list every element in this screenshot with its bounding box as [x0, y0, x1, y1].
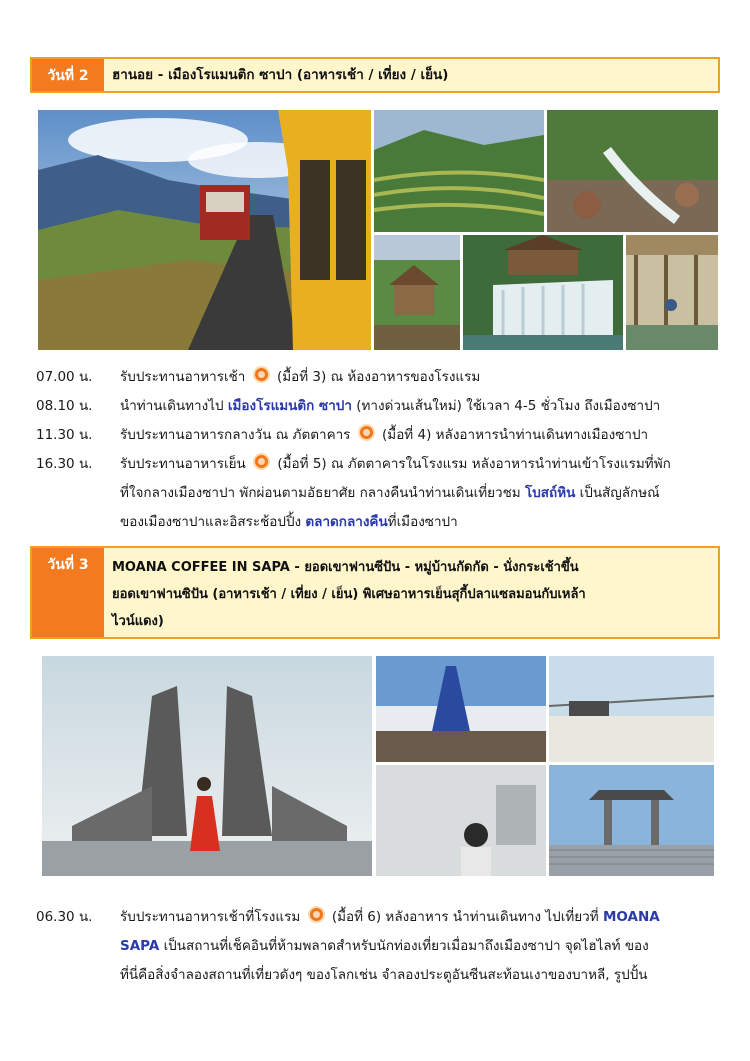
day2-title: ฮานอย - เมืองโรแมนติก ซาปา (อาหารเช้า / เที่ยง / เย็น) — [112, 67, 449, 83]
desc-text: ของเมืองซาปาและอิสระช้อปปิ้ง — [120, 514, 306, 530]
day3-schedule — [36, 903, 716, 990]
desc-text: (มื้อที่ 5) ณ ภัตตาคารในโรงแรม หลังอาหารนำท่านเข้าโรงแรมที่พัก — [277, 456, 671, 472]
day3-photo-gallery — [42, 656, 714, 876]
day3-title: MOANA COFFEE IN SAPA - ยอดเขาฟานซีปัน - หมู่บ้านกัดกัด - นั่งกระเช้าขึ้น ยอดเขาฟานซิปัน (อาหารเช้า / เที่ยง / เย็น) พิเศษอาหารเย็นสุกี้ปลาแซลมอนกับเหล้า ไวน์แดง) — [112, 560, 586, 629]
fansipan-gate-photo — [549, 765, 714, 876]
village-huts-photo — [374, 235, 460, 350]
fansipan-summit-photo — [376, 656, 546, 762]
desc-text: เป็นสัญลักษณ์ — [575, 485, 660, 501]
desc-text: เป็นสถานที่เช็คอินที่ห้ามพลาดสำหรับนักท่องเที่ยวเมื่อมาถึงเมืองซาปา จุดไฮไลท์ ของ — [159, 938, 649, 954]
bamboo-pavilion-photo — [626, 235, 718, 350]
schedule-desc — [120, 392, 716, 421]
day2-header — [30, 57, 720, 93]
highlight-place: MOANA — [602, 909, 660, 925]
highlight-place: เมืองโรแมนติก ซาปา — [227, 398, 352, 414]
desc-text: (มื้อที่ 6) หลังอาหาร นำท่านเดินทาง ไปเที่ยวที่ — [331, 909, 603, 925]
meal-plate-icon — [253, 366, 270, 383]
schedule-desc — [120, 903, 716, 990]
desc-text: รับประทานอาหารเย็น — [120, 456, 251, 472]
day2-photo-gallery — [38, 110, 718, 350]
schedule-time: 16.30 น. — [36, 456, 93, 472]
schedule-desc — [120, 450, 716, 537]
meal-plate-icon — [358, 424, 375, 441]
day3-header — [30, 546, 720, 639]
waterfall-rocks-photo — [547, 110, 718, 232]
schedule-time: 11.30 น. — [36, 427, 93, 443]
misty-temple-photo — [376, 765, 546, 876]
desc-text: (มื้อที่ 4) หลังอาหารนำท่านเดินทางเมืองซาปา — [382, 427, 649, 443]
schedule-time: 06.30 น. — [36, 909, 93, 925]
desc-text: ที่เมืองซาปา — [387, 514, 458, 530]
sapa-mountain-train-photo — [38, 110, 371, 350]
meal-plate-icon — [253, 453, 270, 470]
desc-text: ที่ใจกลางเมืองซาปา พักผ่อนตามอัธยาศัย กลางคืนนำท่านเดินเที่ยวชม — [120, 485, 525, 501]
schedule-row — [36, 421, 716, 450]
cable-car-station-photo — [549, 656, 714, 762]
desc-text: รับประทานอาหารเช้าที่โรงแรม — [120, 909, 305, 925]
schedule-row — [36, 363, 716, 392]
village-waterfall-photo — [463, 235, 623, 350]
highlight-place: ตลาดกลางคืน — [305, 514, 388, 530]
heaven-gate-photo — [42, 656, 372, 876]
schedule-desc — [120, 363, 716, 392]
day2-tag: วันที่ 2 — [32, 59, 104, 91]
schedule-row — [36, 903, 716, 990]
schedule-desc — [120, 421, 716, 450]
desc-text: นำท่านเดินทางไป — [120, 398, 228, 414]
desc-text: ที่นี่คือสิ่งจำลองสถานที่เที่ยวดังๆ ของโลกเช่น จำลองประตูอันซีนสะท้อนเงาของบาหลี, รูปปั้น — [120, 967, 648, 983]
desc-text: (ทางด่วนเส้นใหม่) ใช้เวลา 4-5 ชั่วโมง ถึงเมืองซาปา — [351, 398, 661, 414]
schedule-time: 07.00 น. — [36, 369, 93, 385]
desc-text: รับประทานอาหารกลางวัน ณ ภัตตาคาร — [120, 427, 355, 443]
desc-text: รับประทานอาหารเช้า — [120, 369, 250, 385]
desc-text: (มื้อที่ 3) ณ ห้องอาหารของโรงแรม — [276, 369, 481, 385]
highlight-place: โบสถ์หิน — [524, 485, 576, 501]
day2-schedule — [36, 363, 716, 537]
schedule-row — [36, 450, 716, 537]
rice-terraces-photo — [374, 110, 544, 232]
meal-plate-icon — [308, 906, 325, 923]
schedule-time: 08.10 น. — [36, 398, 93, 414]
day3-tag: วันที่ 3 — [32, 548, 104, 637]
highlight-place: SAPA — [120, 938, 160, 954]
schedule-row — [36, 392, 716, 421]
